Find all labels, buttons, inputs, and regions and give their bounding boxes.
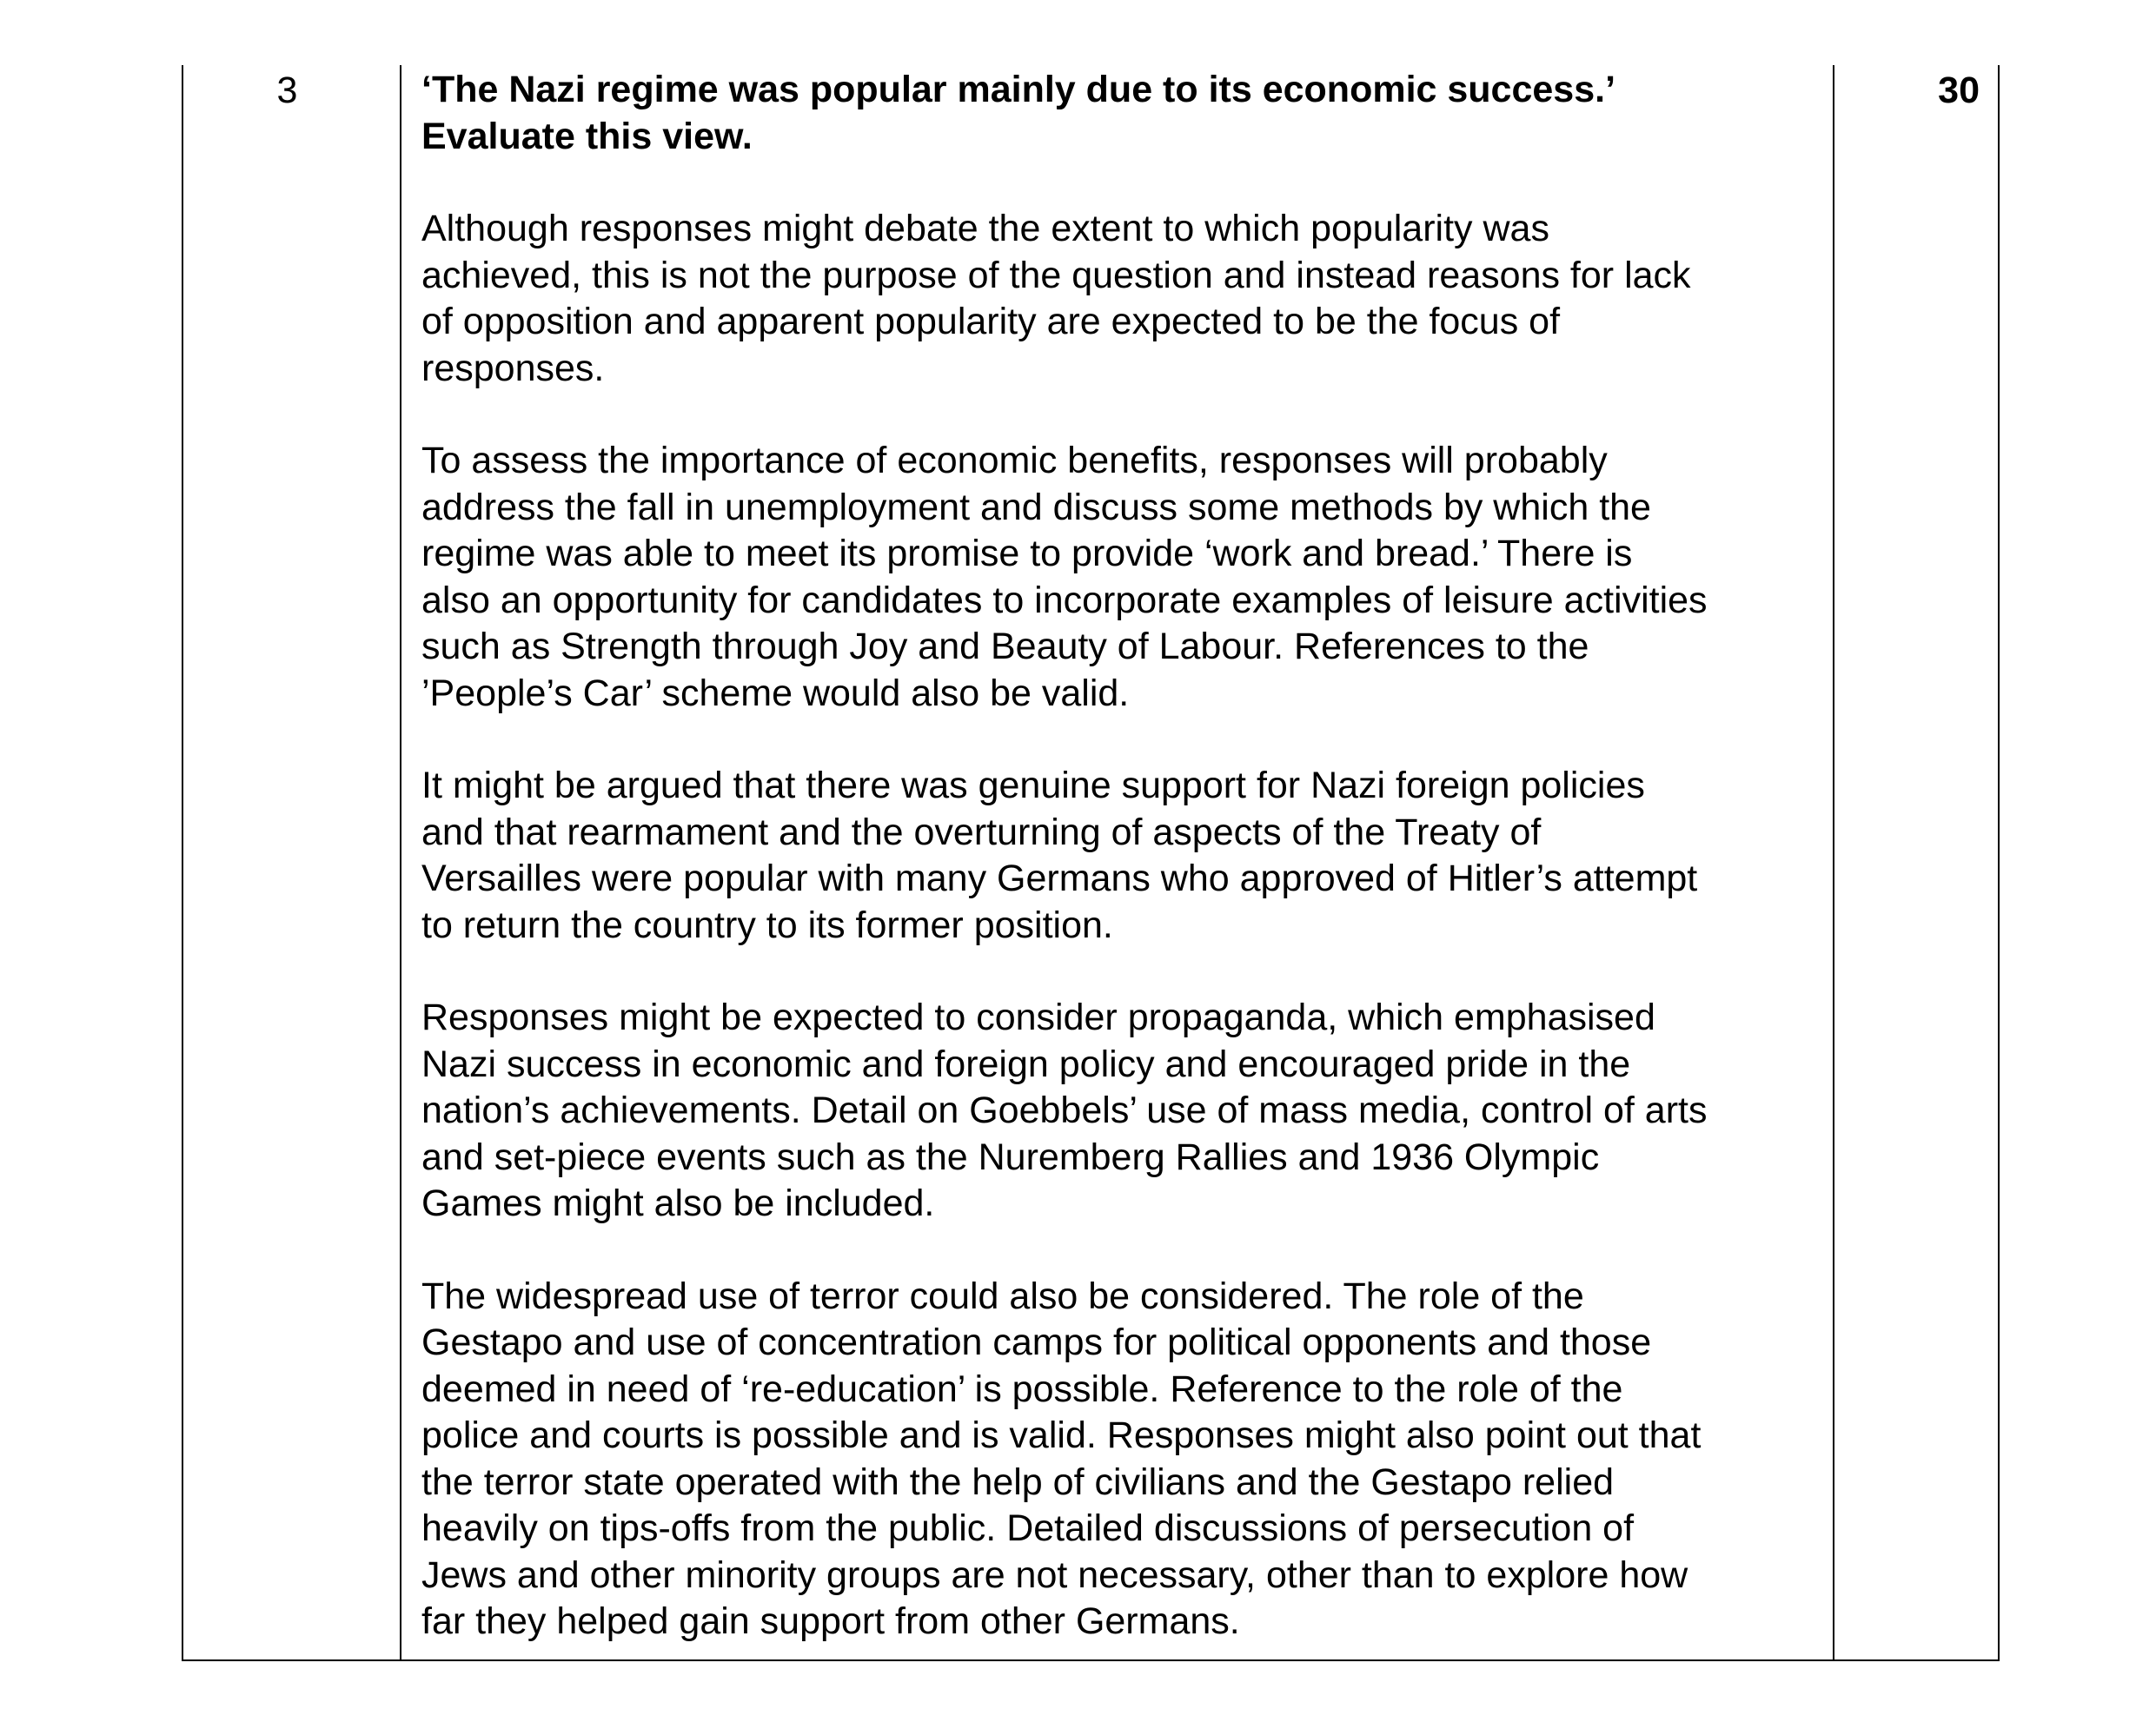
paragraph-line: It might be argued that there was genuine support for Nazi foreign policies — [421, 765, 1645, 806]
guidance-paragraph — [421, 206, 1815, 392]
paragraph-line: and that rearmament and the overturning of aspects of the Treaty of — [421, 811, 1542, 853]
paragraph-line: police and courts is possible and is valid. Responses might also point out that — [421, 1414, 1702, 1456]
answer-guidance-cell — [401, 65, 1834, 1659]
marks-value: 30 — [1938, 70, 1980, 111]
paragraph-line: also an opportunity for candidates to incorporate examples of leisure activities — [421, 579, 1708, 621]
paragraph-line: To assess the importance of economic benefits, responses will probably — [421, 440, 1608, 481]
mark-scheme-table — [182, 65, 2000, 1661]
paragraph-line: Although responses might debate the extent to which popularity was — [421, 208, 1549, 249]
paragraph-line: the terror state operated with the help of civilians and the Gestapo relied — [421, 1461, 1615, 1503]
guidance-paragraph — [421, 438, 1815, 717]
paragraph-line: achieved, this is not the purpose of the question and instead reasons for lack — [421, 254, 1691, 296]
paragraph-line: ’People’s Car’ scheme would also be valid. — [421, 672, 1130, 714]
paragraph-line: Jews and other minority groups are not necessary, other than to explore how — [421, 1553, 1688, 1596]
paragraph-line: deemed in need of ‘re-education’ is possible. Reference to the role of the — [421, 1368, 1623, 1410]
question-line: ‘The Nazi regime was popular mainly due to its economic success.’ — [421, 69, 1616, 110]
question-line: Evaluate this view. — [421, 115, 753, 157]
guidance-paragraph — [421, 1274, 1815, 1646]
question-number-cell — [183, 65, 401, 1659]
paragraph-line: of opposition and apparent popularity are expected to be the focus of — [421, 301, 1561, 342]
guidance-paragraph — [421, 995, 1815, 1228]
question-text — [421, 67, 1815, 160]
paragraph-line: such as Strength through Joy and Beauty of Labour. References to the — [421, 626, 1589, 667]
paragraph-line: to return the country to its former position. — [421, 904, 1113, 946]
paragraph-line: and set-piece events such as the Nuremberg Rallies and 1936 Olympic — [421, 1136, 1600, 1178]
marks-cell — [1834, 65, 1998, 1659]
paragraph-line: far they helped gain support from other Germans. — [421, 1600, 1240, 1642]
paragraph-line: nation’s achievements. Detail on Goebbels’ use of mass media, control of arts — [421, 1090, 1708, 1131]
paragraph-line: regime was able to meet its promise to provide ‘work and bread.’ There is — [421, 533, 1633, 574]
paragraph-line: address the fall in unemployment and discuss some methods by which the — [421, 486, 1651, 528]
paragraph-line: Nazi success in economic and foreign policy and encouraged pride in the — [421, 1043, 1631, 1085]
paragraph-line: responses. — [421, 347, 605, 389]
guidance-paragraph — [421, 763, 1815, 949]
paragraph-line: heavily on tips-offs from the public. Detailed discussions of persecution of — [421, 1507, 1635, 1549]
paragraph-line: The widespread use of terror could also be considered. The role of the — [421, 1275, 1584, 1317]
paragraph-line: Versailles were popular with many Germans who approved of Hitler’s attempt — [421, 858, 1698, 899]
paragraph-line: Games might also be included. — [421, 1182, 935, 1224]
paragraph-line: Gestapo and use of concentration camps for political opponents and those — [421, 1321, 1652, 1363]
paragraph-line: Responses might be expected to consider propaganda, which emphasised — [421, 997, 1655, 1038]
question-number: 3 — [276, 70, 298, 111]
